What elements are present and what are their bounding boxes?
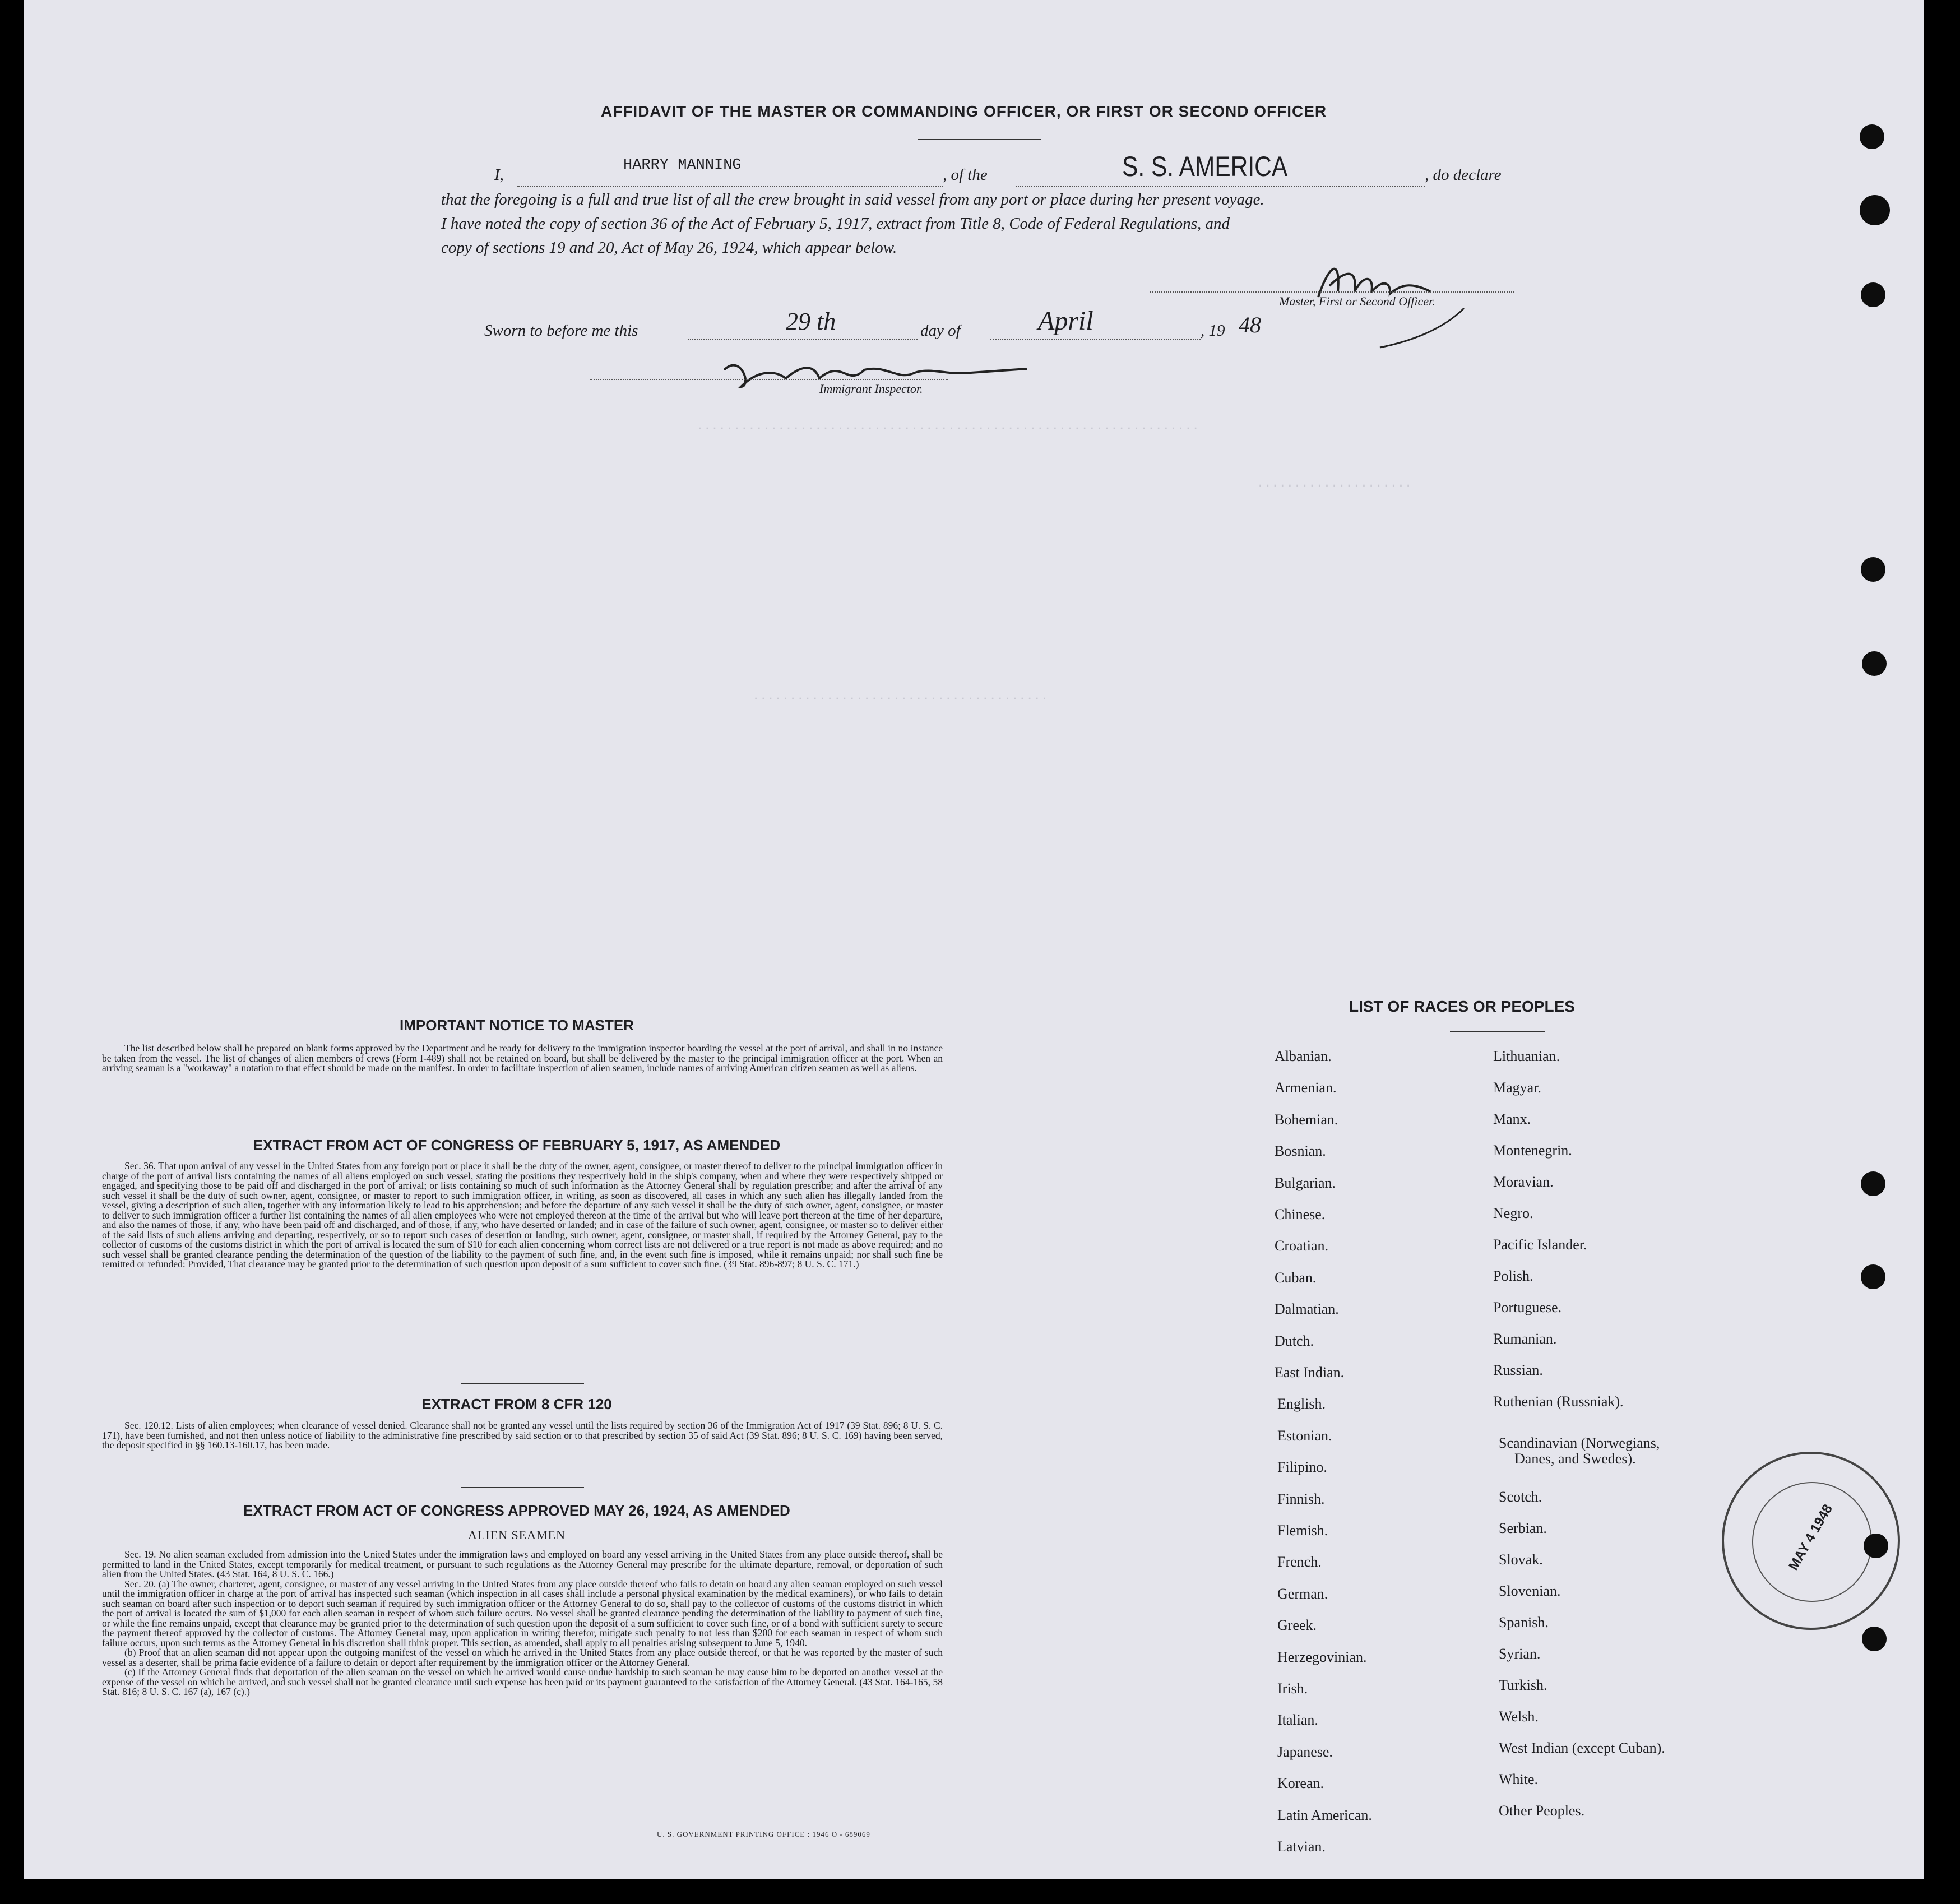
race-item: Slovak. (1499, 1551, 1543, 1568)
section-divider (461, 1487, 584, 1488)
punch-hole (1860, 124, 1884, 149)
race-item: Greek. (1277, 1617, 1317, 1634)
race-item: Manx. (1493, 1111, 1531, 1127)
race-item: Portuguese. (1493, 1299, 1562, 1315)
race-item: Ruthenian (Russniak). (1493, 1393, 1624, 1410)
extract-cfr-text (102, 1421, 943, 1451)
punch-hole (1861, 1171, 1885, 1196)
race-item: Russian. (1493, 1362, 1543, 1378)
vessel-name: S. S. AMERICA (1122, 151, 1288, 182)
race-item: Armenian. (1275, 1080, 1337, 1096)
vessel-fill-line (1016, 186, 1425, 187)
race-item: German. (1277, 1585, 1328, 1602)
race-item: Italian. (1277, 1712, 1318, 1729)
inspector-signature-line (590, 379, 948, 380)
affidavit-line-4: copy of sections 19 and 20, Act of May 26, 1924, which appear below. (441, 239, 897, 257)
race-item: Dutch. (1275, 1332, 1314, 1349)
race-item: Lithuanian. (1493, 1048, 1560, 1064)
race-item: Pacific Islander. (1493, 1236, 1587, 1253)
alien-seamen-subtitle: ALIEN SEAMEN (468, 1528, 566, 1542)
day-of-label: day of (920, 322, 961, 340)
affidavit-i: I, (494, 166, 504, 184)
sec-20a-paragraph: Sec. 20. (a) The owner, charterer, agent, consignee, or master of any vessel arriving in the United States from any place outside thereof who fails to detain on board any alien seaman employed on such vessel until the immigration officer in charge at the port of arrival has inspected such seaman (which inspection in all cases shall include a personal physical examination by the medical examiners), or who fails to detain such seaman on board after such inspection or to deport such seaman if required by such immigration officer or the Attorney General to do so, shall pay to the collector of customs of the customs district in which the port of arrival is located the sum of $1,000 for each alien seaman in respect of whom such failure occurs. No vessel shall be granted clearance pending the determination of the liability to payment of such fine, or while the fine remains unpaid, except that clearance may be granted prior to the determination of such question upon the deposit of a sum sufficient to cover such fine, or of a bond with sufficient surety to secure the payment thereof approved by the collector of customs. The Attorney General may, upon application in writing therefor, mitigate such penalty to not less than $200 for each seaman in respect of whom such failure occurs, upon such terms as the Attorney General in his discretion shall think proper. This section, as amended, shall apply to all penalties arising subsequent to June 5, 1940. (102, 1578, 943, 1648)
race-item: Moravian. (1493, 1174, 1554, 1190)
race-item: Herzegovinian. (1277, 1648, 1367, 1665)
master-caption: Master, First or Second Officer. (1279, 294, 1435, 308)
document-sheet (24, 0, 1924, 1879)
printer-imprint: U. S. GOVERNMENT PRINTING OFFICE : 1946 O - 689069 (657, 1830, 870, 1838)
race-item: Polish. (1493, 1268, 1533, 1284)
race-item: English. (1277, 1396, 1326, 1412)
race-item: Korean. (1277, 1775, 1324, 1792)
race-item: West Indian (except Cuban). (1499, 1740, 1665, 1756)
master-name: HARRY MANNING (623, 157, 742, 174)
cfr-paragraph: Sec. 120.12. Lists of alien employees; when clearance of vessel denied. Clearance shall not be granted any vessel until the lists required by section 36 of the Immigration Act of 1917 (39 Stat. 896; 8 U. S. C. 171), have been furnished, and not then unless notice of liability to the administrative fine prescribed by said section or to that prescribed by section 35 of said Act (39 Stat. 896; 8 U. S. C. 169) having been served, the deposit specified in §§ 160.13-160.17, has been made. (102, 1420, 943, 1451)
extract-1924-title: EXTRACT FROM ACT OF CONGRESS APPROVED MAY 26, 1924, AS AMENDED (243, 1502, 790, 1519)
punch-hole (1862, 1627, 1887, 1651)
punch-hole (1861, 282, 1885, 307)
race-item: Danes, and Swedes). (1514, 1451, 1636, 1467)
extract-1924-text (102, 1550, 943, 1697)
punch-hole (1861, 557, 1885, 582)
do-declare-label: , do declare (1425, 166, 1502, 184)
race-item: Bulgarian. (1275, 1174, 1336, 1191)
year-prefix: , 19 (1201, 322, 1225, 340)
race-item: Bohemian. (1275, 1111, 1338, 1128)
race-item: French. (1277, 1554, 1322, 1571)
affidavit-title: AFFIDAVIT OF THE MASTER OR COMMANDING OFFICER, OR FIRST OR SECOND OFFICER (601, 103, 1327, 120)
race-item: Croatian. (1275, 1238, 1329, 1254)
inspector-caption: Immigrant Inspector. (819, 382, 923, 396)
race-item: Flemish. (1277, 1522, 1328, 1539)
race-item: Scandinavian (Norwegians, (1499, 1435, 1660, 1451)
sec-19-paragraph: Sec. 19. No alien seaman excluded from admission into the United States under the immigration laws and employed on board any vessel arriving in the United States from any place outside thereof, shall be permitted to land in the United States, except temporarily for medical treatment, or pursuant to such regulations as the Attorney General may prescribe for the ultimate departure, removal, or deportation of such alien from the United States. (43 Stat. 164, 8 U. S. C. 166.) (102, 1549, 943, 1579)
day-value: 29 th (786, 308, 836, 335)
race-item: Serbian. (1499, 1520, 1547, 1536)
month-fill-line (990, 339, 1201, 340)
bleed-through-text: .................................................................... (696, 419, 1199, 433)
notice-paragraph: The list described below shall be prepared on blank forms approved by the Department and be ready for delivery to the immigration inspector boarding the vessel at the port of arrival, and shall in no instance be taken from the vessel. The list of changes of alien members of crews (Form I-489) shall not be retained on board, but shall be delivered by the master to the principal immigration officer at the port. When an arriving seaman is a "workaway" a notation to that effect should be made on the manifest. In order to facilitate inspection of alien seamen, include names of arriving American citizen seamen as well as aliens. (102, 1043, 943, 1073)
race-item: Spanish. (1499, 1614, 1549, 1630)
punch-hole (1861, 1264, 1885, 1289)
race-item: Syrian. (1499, 1646, 1541, 1662)
notice-title: IMPORTANT NOTICE TO MASTER (400, 1017, 634, 1034)
title-divider (918, 139, 1041, 140)
race-item: Filipino. (1277, 1459, 1327, 1476)
race-item: Albanian. (1275, 1048, 1332, 1064)
race-item: Welsh. (1499, 1708, 1539, 1725)
race-item: Irish. (1277, 1680, 1308, 1697)
race-item: Scotch. (1499, 1489, 1542, 1505)
race-item: Latvian. (1277, 1838, 1326, 1855)
master-signature-line (1150, 291, 1514, 293)
race-item: White. (1499, 1771, 1539, 1787)
race-item: Magyar. (1493, 1080, 1541, 1096)
year-value: 48 (1239, 312, 1261, 337)
race-item: Negro. (1493, 1205, 1533, 1221)
race-item: Chinese. (1275, 1206, 1326, 1222)
race-item: Bosnian. (1275, 1143, 1326, 1160)
scan-edge (1924, 0, 1960, 1904)
extract-1917-text (102, 1161, 943, 1270)
bleed-through-text: ........................................ (752, 689, 1049, 703)
race-item: Rumanian. (1493, 1331, 1557, 1347)
race-item: East Indian. (1275, 1364, 1345, 1380)
section-divider (461, 1383, 584, 1384)
extract-cfr-title: EXTRACT FROM 8 CFR 120 (421, 1396, 612, 1412)
stamp-date: MAY 4 1948 (1786, 1502, 1836, 1573)
bleed-through-text: ..................... (1257, 476, 1412, 490)
punch-hole (1860, 195, 1890, 225)
race-item: Montenegrin. (1493, 1142, 1572, 1159)
race-item: Other Peoples. (1499, 1803, 1585, 1819)
month-value: April (1038, 306, 1093, 336)
notice-text (102, 1044, 943, 1073)
race-item: Japanese. (1277, 1743, 1333, 1760)
race-item: Latin American. (1277, 1806, 1372, 1823)
race-item: Estonian. (1277, 1427, 1332, 1444)
races-divider (1450, 1031, 1545, 1032)
races-title: LIST OF RACES OR PEOPLES (1349, 998, 1575, 1015)
race-item: Cuban. (1275, 1269, 1317, 1286)
affidavit-line-3: I have noted the copy of section 36 of the Act of February 5, 1917, extract from Title 8, Code of Federal Regulations, and (441, 215, 1230, 233)
punch-hole (1862, 651, 1887, 676)
race-item: Finnish. (1277, 1490, 1325, 1507)
sec-20c-paragraph: (c) If the Attorney General finds that deportation of the alien seaman on the vessel on which he arrived would cause undue hardship to such seaman he may cause him to be deported on another vessel at the expense of the vessel on which he arrived, and such vessel shall not be granted clearance until such expense has been paid or its payment guaranteed to the satisfaction of the Attorney General. (43 Stat. 164-165, 58 Stat. 816; 8 U. S. C. 167 (a), 167 (c).) (102, 1666, 943, 1697)
day-fill-line (688, 339, 918, 340)
affidavit-line-2: that the foregoing is a full and true list of all the crew brought in said vessel from any port or place during her present voyage. (441, 191, 1264, 209)
name-fill-line (517, 186, 943, 187)
sec-20b-paragraph: (b) Proof that an alien seaman did not appear upon the outgoing manifest of the vessel on which he arrived in the United States from any place outside thereof, or that he was reported by the master of such vessel as a deserter, shall be prima facie evidence of a failure to detain or deport after requirement by the immigration officer or the Attorney General. (102, 1647, 943, 1668)
punch-hole (1864, 1534, 1888, 1558)
race-item: Slovenian. (1499, 1583, 1561, 1599)
of-the-label: , of the (943, 166, 988, 184)
race-item: Dalmatian. (1275, 1301, 1339, 1318)
sworn-label: Sworn to before me this (484, 322, 638, 340)
section-36-paragraph: Sec. 36. That upon arrival of any vessel in the United States from any foreign port or place it shall be the duty of the owner, agent, consignee, or master thereof to deliver to the principal immigration officer in charge of the port of arrival lists containing the names of all aliens employed on such vessel, stating the positions they respectively hold in the ship's company, when and where they were respectively shipped or engaged, and specifying those to be paid off and discharged in the port of arrival; or lists containing so much of such information as the Attorney General shall by regulation prescribe; and after the arrival of any such vessel it shall be the duty of such owner, agent, consignee, or master to report to such immigration officer, in writing, as soon as discovered, all cases in which any such alien has illegally landed from the vessel, giving a description of such alien, together with any information likely to lead to his apprehension; and before the departure of any such vessel it shall be the duty of such owner, agent, consignee, or master to deliver to such immigration officer a further list containing the names of all alien employees who were not employed thereon at the time of the arrival but who will leave port thereon at the time of her departure, and also the names of those, if any, who have been paid off and discharged, and of those, if any, who have deserted or landed; and in case of the failure of such owner, agent, consignee, or master so to deliver either of the said lists of such aliens arriving and departing, respectively, or so to report such cases of desertion or landing, such owner, agent, consignee, or master shall, if required by the Attorney General, pay to the collector of customs of the customs district in which the port of arrival is located the sum of $10 for each alien concerning whom correct lists are not delivered or a true report is not made as above required; and no such vessel shall be granted clearance pending the determination of the question of the liability to the payment of such fine, and, in the event such fine is imposed, while it remains unpaid; nor shall such fine be remitted or refunded: Provided, That clearance may be granted prior to the determination of such question upon deposit of a sum sufficient to cover such fine. (39 Stat. 896-897; 8 U. S. C. 171.) (102, 1160, 943, 1270)
race-item: Turkish. (1499, 1677, 1547, 1693)
extract-1917-title: EXTRACT FROM ACT OF CONGRESS OF FEBRUARY 5, 1917, AS AMENDED (253, 1137, 781, 1153)
